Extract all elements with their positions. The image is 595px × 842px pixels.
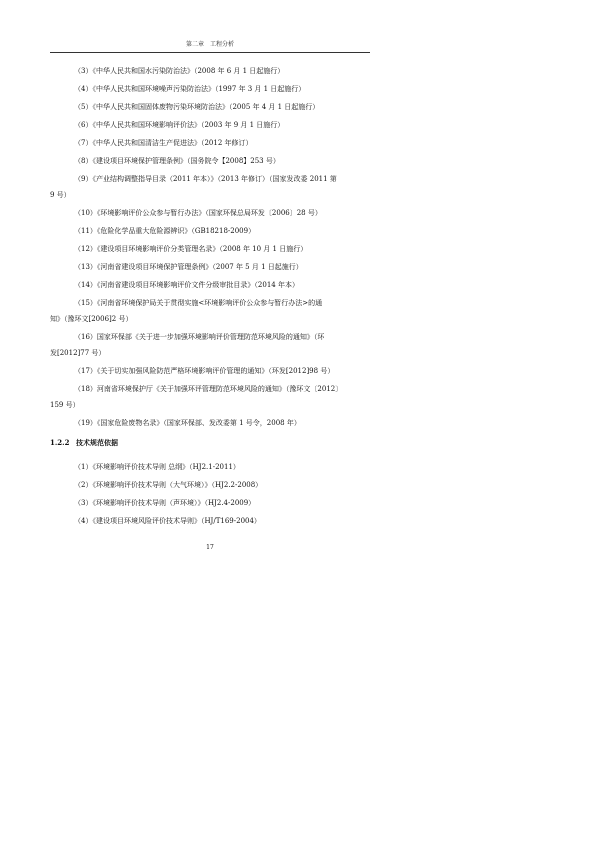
list-item: （3）《环境影响评价技术导则（声环境）》（HJ2.4-2009） <box>74 499 256 507</box>
list-item: （9）《产业结构调整指导目录（2011 年本）》（2013 年修订）（国家发改委 2011 第 <box>74 175 337 183</box>
list-item: （4）《建设项目环境风险评价技术导则》（HJ/T169-2004） <box>74 517 261 525</box>
section-heading <box>50 438 118 448</box>
list-item: （14）《河南省建设项目环境影响评价文件分级审批目录》（2014 年本） <box>74 281 299 289</box>
header-rule <box>50 52 370 53</box>
list-item: （13）《河南省建设项目环境保护管理条例》（2007 年 5 月 1 日起施行） <box>74 263 303 271</box>
list-item: （11）《危险化学品重大危险源辨识》（GB18218-2009） <box>74 227 256 235</box>
list-item: （18）河南省环境保护厅《关于加强环评管理防范环境风险的通知》（豫环文〔2012〕 <box>74 385 343 393</box>
list-item: （17）《关于切实加强风险防范严格环境影响评价管理的通知》（环发[2012]98 号） <box>74 367 335 375</box>
list-item: （2）《环境影响评价技术导则（大气环境）》（HJ2.2-2008） <box>74 481 263 489</box>
list-item: （12）《建设项目环境影响评价分类管理名录》（2008 年 10 月 1 日施行） <box>74 245 308 253</box>
list-item: （15）《河南省环境保护局关于贯彻实施<环境影响评价公众参与暂行办法>的通 <box>74 299 323 307</box>
list-item: （6）《中华人民共和国环境影响评价法》（2003 年 9 月 1 日施行） <box>74 121 285 129</box>
list-item-continuation: 9 号） <box>50 191 71 199</box>
list-item: （8）《建设项目环境保护管理条例》（国务院令【2008】253 号） <box>74 157 280 165</box>
list-item: （1）《环境影响评价技术导则 总纲》（HJ2.1-2011） <box>74 463 240 471</box>
page-number: 17 <box>206 544 214 551</box>
list-item: （19）《国家危险废物名录》（国家环保部、发改委第 1 号令，2008 年） <box>74 419 301 427</box>
list-item: （5）《中华人民共和国固体废物污染环境防治法》（2005 年 4 月 1 日起施行） <box>74 103 320 111</box>
list-item-continuation: 发[2012]77 号） <box>50 349 106 357</box>
list-item: （7）《中华人民共和国清洁生产促进法》（2012 年修订） <box>74 139 253 147</box>
list-item: （10）《环境影响评价公众参与暂行办法》（国家环保总局环发〔2006〕28 号） <box>74 209 322 217</box>
list-item-continuation: 159 号） <box>50 401 80 409</box>
list-item: （4）《中华人民共和国环境噪声污染防治法》（1997 年 3 月 1 日起施行） <box>74 85 306 93</box>
list-item-continuation: 知》（豫环文[2006]2 号） <box>50 315 133 323</box>
list-item: （16）国家环保部《关于进一步加强环境影响评价管理防范环境风险的通知》（环 <box>74 333 325 341</box>
section-title: 技术规范依据 <box>76 438 118 447</box>
header-text: 第二章 工程分析 <box>185 41 234 48</box>
section-number: 1.2.2 <box>50 438 70 447</box>
list-item: （3）《中华人民共和国水污染防治法》（2008 年 6 月 1 日起施行） <box>74 67 285 75</box>
